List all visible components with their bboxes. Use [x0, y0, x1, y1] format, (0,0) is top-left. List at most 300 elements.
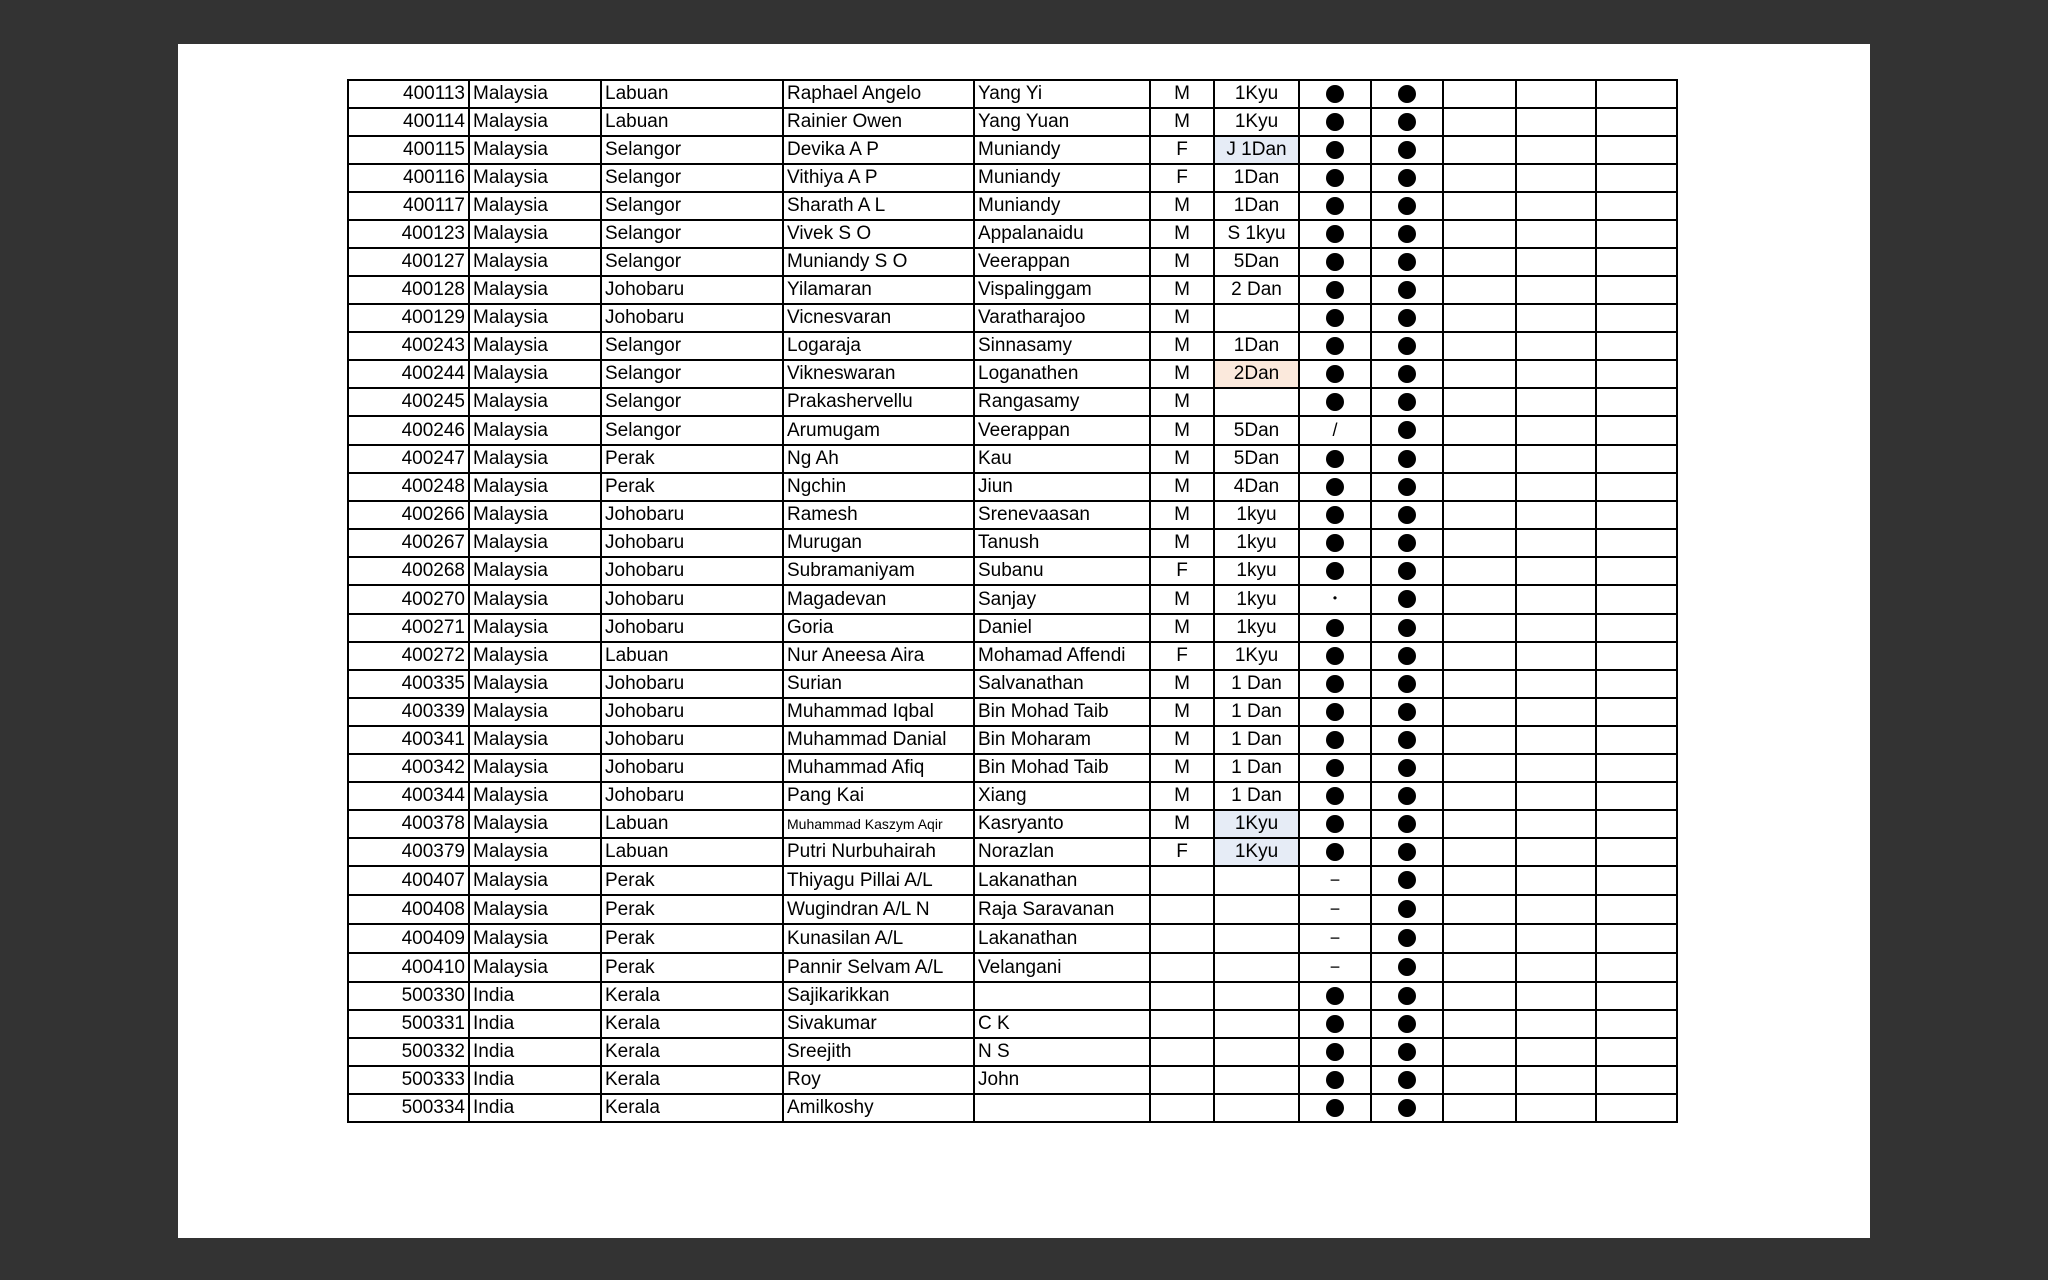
first-name-cell: Devika A P	[783, 136, 974, 164]
country-cell: Malaysia	[469, 642, 601, 670]
country-cell: Malaysia	[469, 754, 601, 782]
last-name-cell: Mohamad Affendi	[974, 642, 1150, 670]
filled-circle-icon	[1398, 337, 1416, 355]
last-name-cell: Tanush	[974, 529, 1150, 557]
empty-cell	[1596, 726, 1677, 754]
last-name-cell: Bin Mohad Taib	[974, 698, 1150, 726]
empty-cell	[1443, 726, 1516, 754]
rank-cell: 1 Dan	[1214, 698, 1299, 726]
filled-circle-icon	[1398, 900, 1416, 918]
last-name-cell: Kau	[974, 445, 1150, 473]
filled-circle-icon	[1326, 478, 1344, 496]
filled-circle-icon	[1326, 843, 1344, 861]
id-cell: 400115	[348, 136, 469, 164]
first-name-cell: Muniandy S O	[783, 248, 974, 276]
table-row	[348, 192, 1677, 220]
filled-circle-icon	[1398, 281, 1416, 299]
gender-cell: M	[1150, 754, 1214, 782]
id-cell: 400379	[348, 838, 469, 866]
table-row	[348, 1010, 1677, 1038]
empty-cell	[1516, 220, 1596, 248]
country-cell: Malaysia	[469, 501, 601, 529]
first-name-cell: Putri Nurbuhairah	[783, 838, 974, 866]
region-cell: Johobaru	[601, 782, 783, 810]
gender-cell: M	[1150, 810, 1214, 838]
first-name-cell: Ng Ah	[783, 445, 974, 473]
gender-cell	[1150, 1094, 1214, 1122]
last-name-cell: Lakanathan	[974, 924, 1150, 953]
table-row	[348, 416, 1677, 445]
id-cell: 400410	[348, 953, 469, 982]
country-cell: Malaysia	[469, 248, 601, 276]
country-cell: Malaysia	[469, 360, 601, 388]
mark-cell-2	[1371, 754, 1443, 782]
empty-cell	[1596, 501, 1677, 529]
id-cell: 400341	[348, 726, 469, 754]
gender-cell	[1150, 895, 1214, 924]
rank-cell: 5Dan	[1214, 248, 1299, 276]
filled-circle-icon	[1398, 929, 1416, 947]
filled-circle-icon	[1398, 141, 1416, 159]
mark-symbol: −	[1329, 870, 1341, 890]
last-name-cell: Veerappan	[974, 248, 1150, 276]
filled-circle-icon	[1326, 141, 1344, 159]
filled-circle-icon	[1398, 787, 1416, 805]
first-name-cell: Thiyagu Pillai A/L	[783, 866, 974, 895]
empty-cell	[1516, 1094, 1596, 1122]
filled-circle-icon	[1326, 365, 1344, 383]
rank-cell: 2 Dan	[1214, 276, 1299, 304]
last-name-cell: Vispalinggam	[974, 276, 1150, 304]
mark-cell-1	[1299, 276, 1371, 304]
filled-circle-icon	[1326, 393, 1344, 411]
mark-cell-1	[1299, 1038, 1371, 1066]
empty-cell	[1516, 529, 1596, 557]
region-cell: Johobaru	[601, 557, 783, 585]
mark-cell-2	[1371, 248, 1443, 276]
id-cell: 400245	[348, 388, 469, 416]
table-row	[348, 360, 1677, 388]
region-cell: Labuan	[601, 108, 783, 136]
table-row	[348, 248, 1677, 276]
mark-symbol: /	[1332, 420, 1338, 440]
empty-cell	[1516, 698, 1596, 726]
empty-cell	[1516, 838, 1596, 866]
filled-circle-icon	[1398, 759, 1416, 777]
empty-cell	[1516, 416, 1596, 445]
id-cell: 400408	[348, 895, 469, 924]
region-cell: Selangor	[601, 192, 783, 220]
mark-cell-1	[1299, 754, 1371, 782]
country-cell: Malaysia	[469, 164, 601, 192]
first-name-cell: Vivek S O	[783, 220, 974, 248]
region-cell: Selangor	[601, 416, 783, 445]
empty-cell	[1596, 698, 1677, 726]
empty-cell	[1443, 220, 1516, 248]
country-cell: Malaysia	[469, 866, 601, 895]
table-row	[348, 501, 1677, 529]
region-cell: Perak	[601, 924, 783, 953]
country-cell: Malaysia	[469, 810, 601, 838]
country-cell: Malaysia	[469, 614, 601, 642]
mark-cell-2	[1371, 670, 1443, 698]
gender-cell: M	[1150, 108, 1214, 136]
table-row	[348, 1038, 1677, 1066]
empty-cell	[1516, 108, 1596, 136]
gender-cell: F	[1150, 642, 1214, 670]
empty-cell	[1596, 332, 1677, 360]
region-cell: Johobaru	[601, 614, 783, 642]
empty-cell	[1596, 782, 1677, 810]
mark-cell-1	[1299, 220, 1371, 248]
first-name-cell: Yilamaran	[783, 276, 974, 304]
table-row	[348, 220, 1677, 248]
gender-cell: M	[1150, 332, 1214, 360]
gender-cell: M	[1150, 698, 1214, 726]
table-row	[348, 529, 1677, 557]
empty-cell	[1596, 304, 1677, 332]
rank-cell: 1Kyu	[1214, 642, 1299, 670]
empty-cell	[1443, 953, 1516, 982]
country-cell: Malaysia	[469, 276, 601, 304]
first-name-cell: Muhammad Kaszym Aqir	[783, 810, 974, 838]
empty-cell	[1516, 1038, 1596, 1066]
mark-cell-2	[1371, 220, 1443, 248]
mark-cell-2	[1371, 642, 1443, 670]
filled-circle-icon	[1326, 787, 1344, 805]
empty-cell	[1596, 1038, 1677, 1066]
id-cell: 400116	[348, 164, 469, 192]
mark-cell-1	[1299, 614, 1371, 642]
region-cell: Kerala	[601, 982, 783, 1010]
empty-cell	[1516, 473, 1596, 501]
mark-symbol: −	[1329, 957, 1341, 977]
empty-cell	[1516, 248, 1596, 276]
first-name-cell: Prakashervellu	[783, 388, 974, 416]
first-name-cell: Kunasilan A/L	[783, 924, 974, 953]
id-cell: 400248	[348, 473, 469, 501]
last-name-cell: Kasryanto	[974, 810, 1150, 838]
gender-cell: M	[1150, 304, 1214, 332]
empty-cell	[1596, 866, 1677, 895]
gender-cell: M	[1150, 473, 1214, 501]
region-cell: Perak	[601, 895, 783, 924]
last-name-cell: Velangani	[974, 953, 1150, 982]
country-cell: Malaysia	[469, 953, 601, 982]
empty-cell	[1516, 982, 1596, 1010]
filled-circle-icon	[1398, 534, 1416, 552]
table-row	[348, 698, 1677, 726]
mark-cell-1	[1299, 670, 1371, 698]
first-name-cell: Surian	[783, 670, 974, 698]
region-cell: Selangor	[601, 332, 783, 360]
mark-cell-2	[1371, 445, 1443, 473]
id-cell: 500333	[348, 1066, 469, 1094]
empty-cell	[1596, 136, 1677, 164]
rank-cell	[1214, 388, 1299, 416]
filled-circle-icon	[1398, 393, 1416, 411]
last-name-cell: C K	[974, 1010, 1150, 1038]
gender-cell: M	[1150, 276, 1214, 304]
filled-circle-icon	[1398, 1071, 1416, 1089]
mark-cell-1	[1299, 557, 1371, 585]
mark-cell-1	[1299, 501, 1371, 529]
rank-cell: 5Dan	[1214, 416, 1299, 445]
region-cell: Labuan	[601, 80, 783, 108]
empty-cell	[1443, 304, 1516, 332]
mark-cell-2	[1371, 1010, 1443, 1038]
table-row	[348, 164, 1677, 192]
rank-cell	[1214, 953, 1299, 982]
mark-cell-1	[1299, 838, 1371, 866]
country-cell: Malaysia	[469, 192, 601, 220]
empty-cell	[1516, 192, 1596, 220]
gender-cell: M	[1150, 726, 1214, 754]
filled-circle-icon	[1326, 815, 1344, 833]
region-cell: Selangor	[601, 248, 783, 276]
empty-cell	[1443, 108, 1516, 136]
filled-circle-icon	[1326, 506, 1344, 524]
participant-table	[347, 79, 1678, 1123]
first-name-cell: Sharath A L	[783, 192, 974, 220]
id-cell: 400268	[348, 557, 469, 585]
mark-cell-1	[1299, 304, 1371, 332]
filled-circle-icon	[1398, 169, 1416, 187]
id-cell: 400335	[348, 670, 469, 698]
table-row	[348, 1094, 1677, 1122]
empty-cell	[1596, 838, 1677, 866]
mark-cell-1	[1299, 136, 1371, 164]
country-cell: Malaysia	[469, 473, 601, 501]
rank-cell: 1kyu	[1214, 529, 1299, 557]
gender-cell: M	[1150, 220, 1214, 248]
rank-cell: 1kyu	[1214, 501, 1299, 529]
empty-cell	[1516, 388, 1596, 416]
rank-cell	[1214, 982, 1299, 1010]
mark-cell-2	[1371, 304, 1443, 332]
table-row	[348, 953, 1677, 982]
empty-cell	[1516, 670, 1596, 698]
gender-cell: M	[1150, 360, 1214, 388]
empty-cell	[1443, 164, 1516, 192]
empty-cell	[1443, 388, 1516, 416]
last-name-cell	[974, 982, 1150, 1010]
id-cell: 400267	[348, 529, 469, 557]
gender-cell: M	[1150, 585, 1214, 614]
country-cell: Malaysia	[469, 80, 601, 108]
filled-circle-icon	[1398, 731, 1416, 749]
mark-cell-1	[1299, 585, 1371, 614]
mark-cell-2	[1371, 529, 1443, 557]
mark-cell-2	[1371, 924, 1443, 953]
filled-circle-icon	[1326, 759, 1344, 777]
filled-circle-icon	[1398, 309, 1416, 327]
last-name-cell: Sinnasamy	[974, 332, 1150, 360]
mark-cell-2	[1371, 108, 1443, 136]
empty-cell	[1516, 164, 1596, 192]
country-cell: Malaysia	[469, 924, 601, 953]
filled-circle-icon	[1398, 506, 1416, 524]
rank-cell	[1214, 895, 1299, 924]
empty-cell	[1516, 80, 1596, 108]
gender-cell: M	[1150, 501, 1214, 529]
country-cell: Malaysia	[469, 108, 601, 136]
id-cell: 400407	[348, 866, 469, 895]
last-name-cell: Appalanaidu	[974, 220, 1150, 248]
filled-circle-icon	[1326, 562, 1344, 580]
empty-cell	[1516, 136, 1596, 164]
gender-cell: F	[1150, 557, 1214, 585]
mark-cell-1	[1299, 164, 1371, 192]
filled-circle-icon	[1326, 450, 1344, 468]
last-name-cell: Muniandy	[974, 164, 1150, 192]
filled-circle-icon	[1326, 534, 1344, 552]
filled-circle-icon	[1398, 675, 1416, 693]
rank-cell: 1 Dan	[1214, 670, 1299, 698]
filled-circle-icon	[1398, 958, 1416, 976]
rank-cell	[1214, 1010, 1299, 1038]
last-name-cell: Srenevaasan	[974, 501, 1150, 529]
mark-cell-2	[1371, 192, 1443, 220]
first-name-cell: Raphael Angelo	[783, 80, 974, 108]
gender-cell	[1150, 1010, 1214, 1038]
mark-cell-1	[1299, 473, 1371, 501]
gender-cell: M	[1150, 445, 1214, 473]
empty-cell	[1596, 248, 1677, 276]
empty-cell	[1516, 924, 1596, 953]
mark-cell-2	[1371, 810, 1443, 838]
mark-cell-1	[1299, 726, 1371, 754]
region-cell: Johobaru	[601, 698, 783, 726]
region-cell: Selangor	[601, 360, 783, 388]
empty-cell	[1443, 416, 1516, 445]
mark-cell-1	[1299, 248, 1371, 276]
table-row	[348, 585, 1677, 614]
rank-cell	[1214, 924, 1299, 953]
last-name-cell: Yang Yuan	[974, 108, 1150, 136]
id-cell: 400117	[348, 192, 469, 220]
mark-cell-2	[1371, 388, 1443, 416]
mark-cell-2	[1371, 866, 1443, 895]
rank-cell: 2Dan	[1214, 360, 1299, 388]
country-cell: Malaysia	[469, 220, 601, 248]
mark-cell-1	[1299, 1066, 1371, 1094]
table-row	[348, 838, 1677, 866]
empty-cell	[1596, 585, 1677, 614]
region-cell: Selangor	[601, 136, 783, 164]
empty-cell	[1596, 1010, 1677, 1038]
empty-cell	[1443, 698, 1516, 726]
filled-circle-icon	[1398, 871, 1416, 889]
mark-cell-2	[1371, 982, 1443, 1010]
last-name-cell: Rangasamy	[974, 388, 1150, 416]
country-cell: Malaysia	[469, 557, 601, 585]
empty-cell	[1443, 248, 1516, 276]
last-name-cell	[974, 1094, 1150, 1122]
empty-cell	[1516, 866, 1596, 895]
first-name-cell: Amilkoshy	[783, 1094, 974, 1122]
filled-circle-icon	[1326, 675, 1344, 693]
id-cell: 400114	[348, 108, 469, 136]
empty-cell	[1443, 136, 1516, 164]
filled-circle-icon	[1398, 1015, 1416, 1033]
gender-cell: M	[1150, 388, 1214, 416]
empty-cell	[1516, 953, 1596, 982]
empty-cell	[1443, 529, 1516, 557]
table-row	[348, 276, 1677, 304]
country-cell: Malaysia	[469, 445, 601, 473]
filled-circle-icon	[1398, 85, 1416, 103]
rank-cell: 1Kyu	[1214, 80, 1299, 108]
first-name-cell: Murugan	[783, 529, 974, 557]
last-name-cell: John	[974, 1066, 1150, 1094]
empty-cell	[1443, 192, 1516, 220]
empty-cell	[1516, 501, 1596, 529]
filled-circle-icon	[1326, 225, 1344, 243]
empty-cell	[1443, 1066, 1516, 1094]
empty-cell	[1443, 866, 1516, 895]
last-name-cell: Yang Yi	[974, 80, 1150, 108]
empty-cell	[1596, 388, 1677, 416]
filled-circle-icon	[1398, 113, 1416, 131]
filled-circle-icon	[1326, 1015, 1344, 1033]
mark-cell-2	[1371, 501, 1443, 529]
filled-circle-icon	[1398, 1099, 1416, 1117]
region-cell: Johobaru	[601, 726, 783, 754]
filled-circle-icon	[1326, 169, 1344, 187]
empty-cell	[1516, 1010, 1596, 1038]
id-cell: 400127	[348, 248, 469, 276]
last-name-cell: Loganathen	[974, 360, 1150, 388]
mark-cell-1	[1299, 529, 1371, 557]
rank-cell: 1 Dan	[1214, 754, 1299, 782]
rank-cell: 4Dan	[1214, 473, 1299, 501]
mark-cell-1	[1299, 782, 1371, 810]
mark-cell-1	[1299, 642, 1371, 670]
first-name-cell: Roy	[783, 1066, 974, 1094]
rank-cell	[1214, 1066, 1299, 1094]
empty-cell	[1596, 473, 1677, 501]
filled-circle-icon	[1398, 450, 1416, 468]
mark-cell-2	[1371, 585, 1443, 614]
last-name-cell: Bin Mohad Taib	[974, 754, 1150, 782]
empty-cell	[1443, 924, 1516, 953]
mark-symbol: ・	[1326, 589, 1344, 609]
country-cell: Malaysia	[469, 304, 601, 332]
table-row	[348, 754, 1677, 782]
mark-cell-2	[1371, 726, 1443, 754]
region-cell: Perak	[601, 445, 783, 473]
filled-circle-icon	[1326, 987, 1344, 1005]
empty-cell	[1443, 1038, 1516, 1066]
empty-cell	[1516, 726, 1596, 754]
empty-cell	[1443, 557, 1516, 585]
mark-cell-2	[1371, 1038, 1443, 1066]
mark-cell-2	[1371, 782, 1443, 810]
mark-cell-2	[1371, 80, 1443, 108]
last-name-cell: Salvanathan	[974, 670, 1150, 698]
first-name-cell: Sajikarikkan	[783, 982, 974, 1010]
mark-symbol: −	[1329, 899, 1341, 919]
empty-cell	[1596, 754, 1677, 782]
empty-cell	[1443, 1094, 1516, 1122]
empty-cell	[1516, 1066, 1596, 1094]
id-cell: 400378	[348, 810, 469, 838]
id-cell: 400128	[348, 276, 469, 304]
filled-circle-icon	[1398, 815, 1416, 833]
mark-cell-2	[1371, 557, 1443, 585]
last-name-cell: Lakanathan	[974, 866, 1150, 895]
